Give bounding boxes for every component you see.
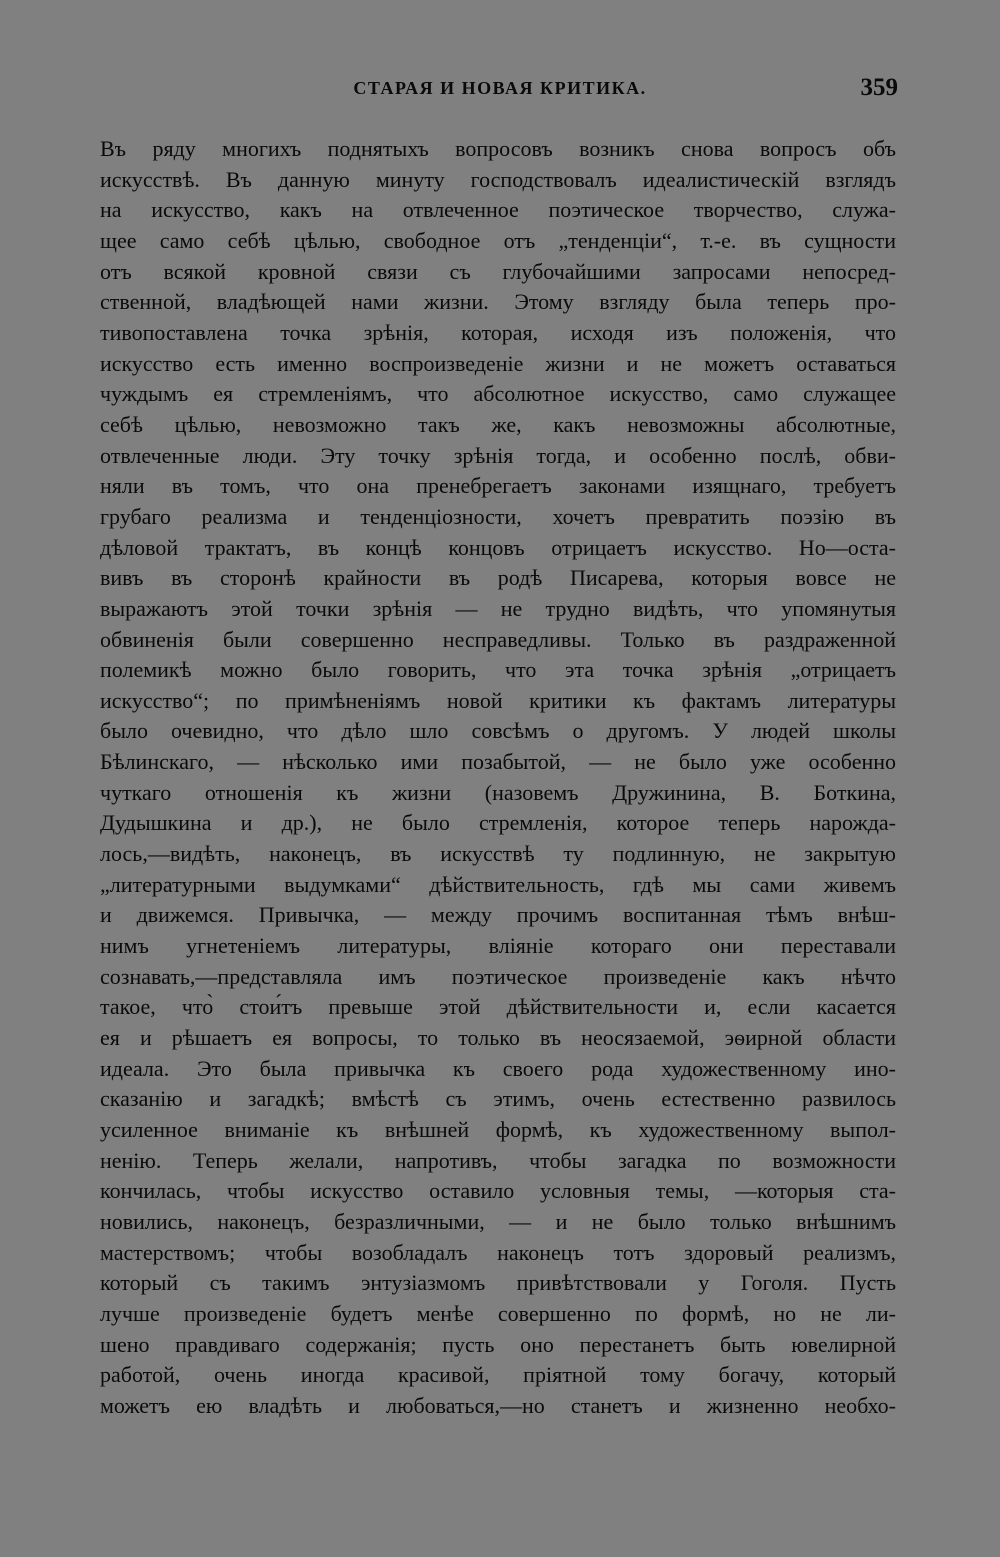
text-line: искусствѣ. Въ данную минуту господствовалъ идеалистическій взглядъ <box>100 166 896 192</box>
text-line: дѣловой трактатъ, въ концѣ концовъ отрицаетъ искусство. Но—оста- <box>100 534 896 560</box>
text-line: полемикѣ можно было говорить, что эта точка зрѣнія „отрицаетъ <box>100 657 896 683</box>
text-line: сказанію и загадкѣ; вмѣстѣ съ этимъ, очень естественно развилось <box>100 1086 896 1112</box>
text-line: искусство есть именно воспроизведеніе жизни и не можетъ оставаться <box>100 350 896 376</box>
text-line: вивъ въ сторонѣ крайности въ родѣ Писарева, которыя вовсе не <box>100 565 896 591</box>
text-line: выражаютъ этой точки зрѣнія — не трудно видѣть, что упомянутыя <box>100 595 896 621</box>
text-line: было очевидно, что дѣло шло совсѣмъ о другомъ. У людей школы <box>100 718 896 744</box>
text-line: такое, что̀ стои́тъ превыше этой дѣйствительности и, если касается <box>100 994 896 1020</box>
text-line: который съ такимъ энтузіазмомъ привѣтствовали у Гоголя. Пусть <box>100 1270 896 1296</box>
text-line: идеала. Это была привычка къ своего рода художественному ино- <box>100 1055 896 1081</box>
text-line: ственной, владѣющей нами жизни. Этому взгляду была теперь про- <box>100 289 896 315</box>
text-line: на искусство, какъ на отвлеченное поэтическое творчество, служа- <box>100 197 896 223</box>
body-text <box>100 134 896 1422</box>
running-title: СТАРАЯ И НОВАЯ КРИТИКА. <box>353 78 647 98</box>
text-line: ея и рѣшаетъ ея вопросы, то только въ неосязаемой, эѳирной области <box>100 1025 896 1051</box>
text-line: новились, наконецъ, безразличными, — и не было только внѣшнимъ <box>100 1208 896 1234</box>
text-line: Дудышкина и др.), не было стремленія, которое теперь нарожда- <box>100 810 896 836</box>
text-line: чуткаго отношенія къ жизни (назовемъ Дружинина, В. Боткина, <box>100 779 896 805</box>
text-line: Бѣлинскаго, — нѣсколько ими позабытой, — не было уже особенно <box>100 749 896 775</box>
text-line: кончилась, чтобы искусство оставило условныя темы, —которыя ста- <box>100 1178 896 1204</box>
text-line: грубаго реализма и тенденціозности, хочетъ превратить поэзію въ <box>100 503 896 529</box>
text-line: обвиненія были совершенно несправедливы. Только въ раздраженной <box>100 626 896 652</box>
text-line: лучше произведеніе будетъ менѣе совершенно по формѣ, но не ли- <box>100 1300 896 1326</box>
text-line: тивопоставлена точка зрѣнія, которая, исходя изъ положенія, что <box>100 319 896 345</box>
text-line: работой, очень иногда красивой, пріятной тому богачу, который <box>100 1362 896 1388</box>
text-line: щее само себѣ цѣлью, свободное отъ „тенденціи“, т.-е. въ сущности <box>100 227 896 253</box>
text-line: и движемся. Привычка, — между прочимъ воспитанная тѣмъ внѣш- <box>100 902 896 928</box>
text-line: Въ ряду многихъ поднятыхъ вопросовъ возникъ снова вопросъ объ <box>100 136 896 161</box>
text-line: отвлеченные люди. Эту точку зрѣнія тогда, и особенно послѣ, обви- <box>100 442 896 468</box>
text-line: „литературными выдумками“ дѣйствительность, гдѣ мы сами живемъ <box>100 871 896 897</box>
text-line: искусство“; по примѣненіямъ новой критики къ фактамъ литературы <box>100 687 896 713</box>
text-line: нимъ угнетеніемъ литературы, вліяніе котораго они переставали <box>100 933 896 959</box>
text-line: шено правдиваго содержанія; пусть оно перестанетъ быть ювелирной <box>100 1331 896 1357</box>
text-line: сознавать,—представляла имъ поэтическое произведеніе какъ нѣчто <box>100 963 896 989</box>
text-line: можетъ ею владѣть и любоваться,—но станетъ и жизненно необхо- <box>100 1392 896 1418</box>
text-line: ненію. Теперь желали, напротивъ, чтобы загадка по возможности <box>100 1147 896 1173</box>
text-line: мастерствомъ; чтобы возобладалъ наконецъ тотъ здоровый реализмъ, <box>100 1239 896 1265</box>
text-line: усиленное вниманіе къ внѣшней формѣ, къ художественному выпол- <box>100 1117 896 1142</box>
text-line: отъ всякой кровной связи съ глубочайшими запросами непосред- <box>100 258 896 284</box>
running-head <box>100 74 900 106</box>
page-number: 359 <box>860 74 898 101</box>
text-line: лось,—видѣть, наконецъ, въ искусствѣ ту подлинную, не закрытую <box>100 841 896 867</box>
text-line: чуждымъ ея стремленіямъ, что абсолютное искусство, само служащее <box>100 381 896 407</box>
text-line: себѣ цѣлью, невозможно такъ же, какъ невозможны абсолютные, <box>100 411 896 437</box>
text-line: няли въ томъ, что она пренебрегаетъ законами изящнаго, требуетъ <box>100 473 896 499</box>
